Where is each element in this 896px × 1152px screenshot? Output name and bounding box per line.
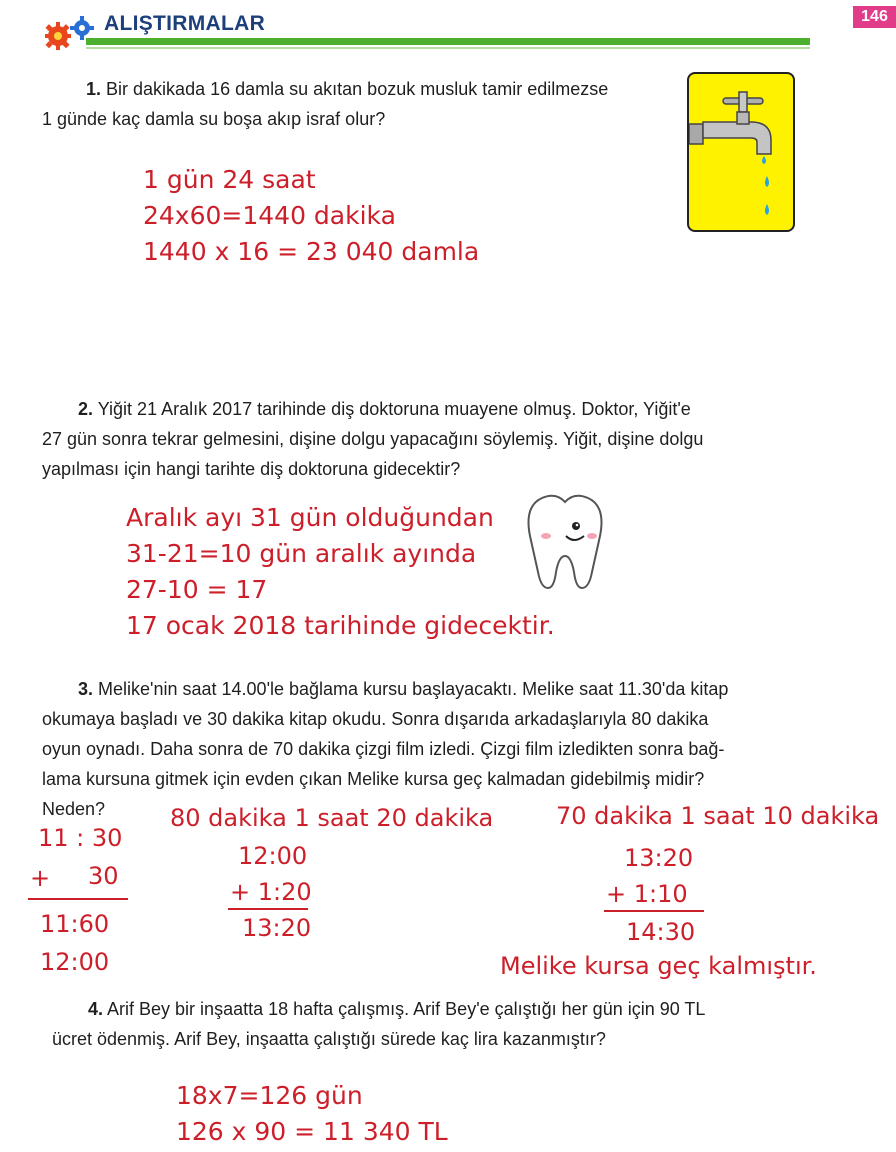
calc-3-top: 13:20 (624, 844, 694, 872)
calc-3-result: 14:30 (626, 918, 696, 946)
answer-line: 17 ocak 2018 tarihinde gidecektir. (126, 611, 555, 640)
calc-2-note: 80 dakika 1 saat 20 dakika (170, 804, 494, 832)
calc-3-note: 70 dakika 1 saat 10 dakika (556, 802, 880, 830)
question-3-number: 3. (78, 679, 94, 699)
question-4-answer (176, 1078, 448, 1150)
answer-line: Aralık ayı 31 gün olduğundan (126, 503, 494, 532)
calc-1-rule (28, 898, 128, 900)
page-title: ALIŞTIRMALAR (104, 12, 266, 35)
header-green-bar-thin (86, 47, 810, 49)
question-4 (52, 994, 812, 1054)
question-3-line-3: oyun oynadı. Daha sonra de 70 dakika çizgi film izledi. Çizgi film izledikten sonra bağ- (42, 739, 725, 759)
question-1-line-2: 1 günde kaç damla su boşa akıp israf olur? (42, 109, 386, 129)
question-4-number: 4. (88, 999, 104, 1019)
question-1-line-1: 1. Bir dakikada 16 damla su akıtan bozuk musluk tamir edilmezse (86, 79, 609, 99)
answer-line: 31-21=10 gün aralık ayında (126, 539, 477, 568)
question-2-answer (126, 500, 555, 644)
question-3-line-5: Neden? (42, 799, 106, 819)
calc-1-final: 12:00 (40, 948, 110, 976)
water-tap-illustration (687, 72, 795, 232)
question-3-line-2: okumaya başladı ve 30 dakika kitap okudu. Sonra dışarıda arkadaşlarıyla 80 dakika (42, 709, 709, 729)
calc-1-result: 11:60 (40, 910, 110, 938)
calc-3-rule (604, 910, 704, 912)
question-4-line-2: ücret ödenmiş. Arif Bey, inşaatta çalıştığı sürede kaç lira kazanmıştır? (52, 1029, 606, 1049)
answer-line: 24x60=1440 dakika (143, 201, 396, 230)
question-2-line-1: 2. Yiğit 21 Aralık 2017 tarihinde diş doktoruna muayene olmuş. Doktor, Yiğit'e (78, 399, 691, 419)
question-2 (42, 394, 802, 484)
answer-line: 1440 x 16 = 23 040 damla (143, 237, 480, 266)
header-green-bar (86, 38, 810, 45)
question-3-line-1: 3. Melike'nin saat 14.00'le bağlama kursu başlayacaktı. Melike saat 11.30'da kitap (78, 679, 729, 699)
calc-2-rule (228, 908, 308, 910)
calc-2-add: + 1:20 (230, 878, 312, 906)
answer-line: 27-10 = 17 (126, 575, 268, 604)
question-4-line-1: 4. Arif Bey bir inşaatta 18 hafta çalışmış. Arif Bey'e çalıştığı her gün için 90 TL (88, 999, 706, 1019)
question-1-answer (143, 162, 479, 270)
calc-2-result: 13:20 (242, 914, 312, 942)
header (0, 0, 896, 56)
calc-1-add: 30 (88, 862, 119, 890)
calc-2-top: 12:00 (238, 842, 308, 870)
tooth-illustration (522, 492, 608, 592)
calc-1-top: 11 : 30 (38, 824, 123, 852)
question-1-number: 1. (86, 79, 102, 99)
question-2-line-2: 27 gün sonra tekrar gelmesini, dişine dolgu yapacağını söylemiş. Yiğit, dişine dolgu (42, 429, 704, 449)
question-1 (42, 74, 672, 134)
question-2-number: 2. (78, 399, 94, 419)
answer-line: 18x7=126 gün (176, 1081, 363, 1110)
question-3-line-4: lama kursuna gitmek için evden çıkan Melike kursa geç kalmadan gidebilmiş midir? (42, 769, 705, 789)
question-3-conclusion: Melike kursa geç kalmıştır. (500, 952, 817, 980)
answer-line: 1 gün 24 saat (143, 165, 316, 194)
calc-3-add: + 1:10 (606, 880, 688, 908)
page-number: 146 (853, 6, 896, 28)
question-2-line-3: yapılması için hangi tarihte diş doktoruna gidecektir? (42, 459, 461, 479)
answer-line: 126 x 90 = 11 340 TL (176, 1117, 448, 1146)
calc-1-sign: + (30, 864, 51, 892)
